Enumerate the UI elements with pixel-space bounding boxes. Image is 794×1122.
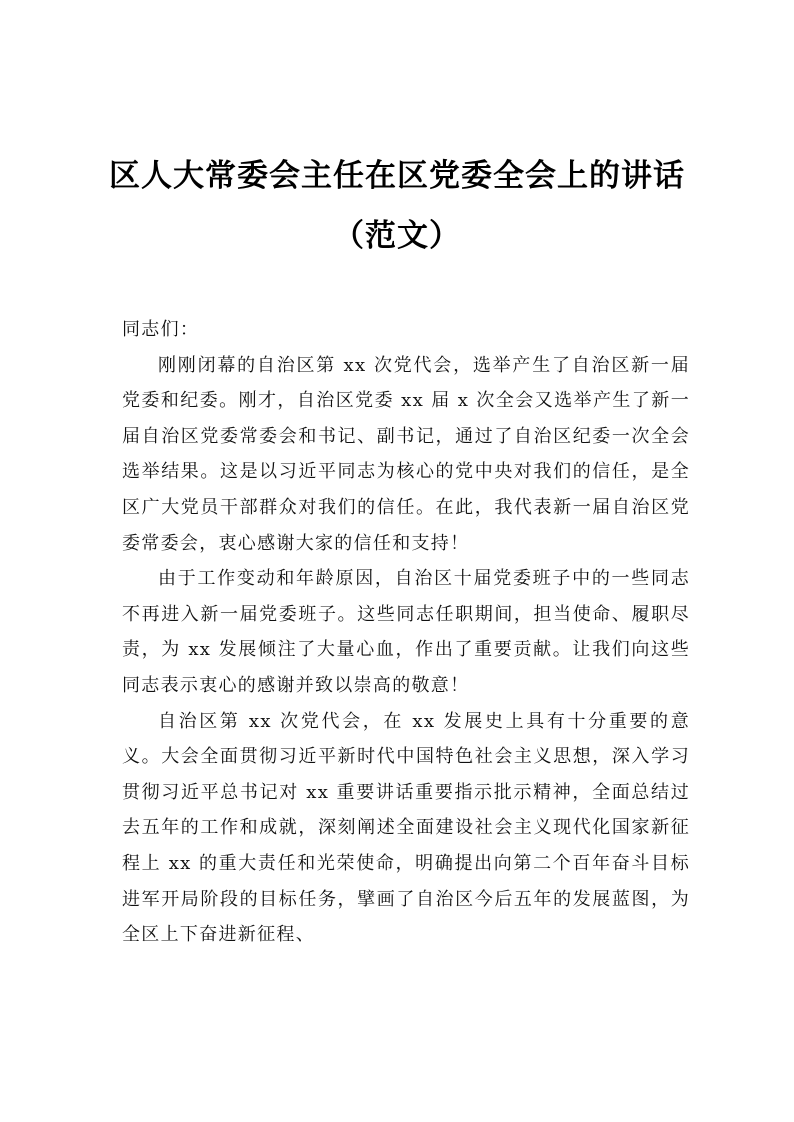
paragraph-2: 由于工作变动和年龄原因，自治区十届党委班子中的一些同志不再进入新一届党委班子。这些同志任职期间，担当使命、履职尽责，为 xx 发展倾注了大量心血，作出了重要贡献。让我们向这些同志表示衷心的感谢并致以崇高的敬意！ [122, 568, 690, 696]
document-subtitle: （范文） [333, 218, 461, 254]
document-body [122, 312, 690, 953]
paragraph-1: 刚刚闭幕的自治区第 xx 次党代会，选举产生了自治区新一届党委和纪委。刚才，自治区党委 xx 届 x 次全会又选举产生了新一届自治区党委常委会和书记、副书记，通过了自治区纪委一次全会选举结果。这是以习近平同志为核心的党中央对我们的信任，是全区广大党员干部群众对我们的信任。在此，我代表新一届自治区党委常委会，衷心感谢大家的信任和支持！ [122, 354, 690, 554]
paragraph-3: 自治区第 xx 次党代会，在 xx 发展史上具有十分重要的意义。大会全面贯彻习近平新时代中国特色社会主义思想，深入学习贯彻习近平总书记对 xx 重要讲话重要指示批示精神，全面总结过去五年的工作和成就，深刻阐述全面建设社会主义现代化国家新征程上 xx 的重大责任和光荣使命，明确提出向第二个百年奋斗目标进军开局阶段的目标任务，擘画了自治区今后五年的发展蓝图，为全区上下奋进新征程、 [122, 710, 690, 946]
document-title: 区人大常委会主任在区党委全会上的讲话 [109, 158, 685, 194]
salutation: 同志们： [122, 319, 200, 340]
